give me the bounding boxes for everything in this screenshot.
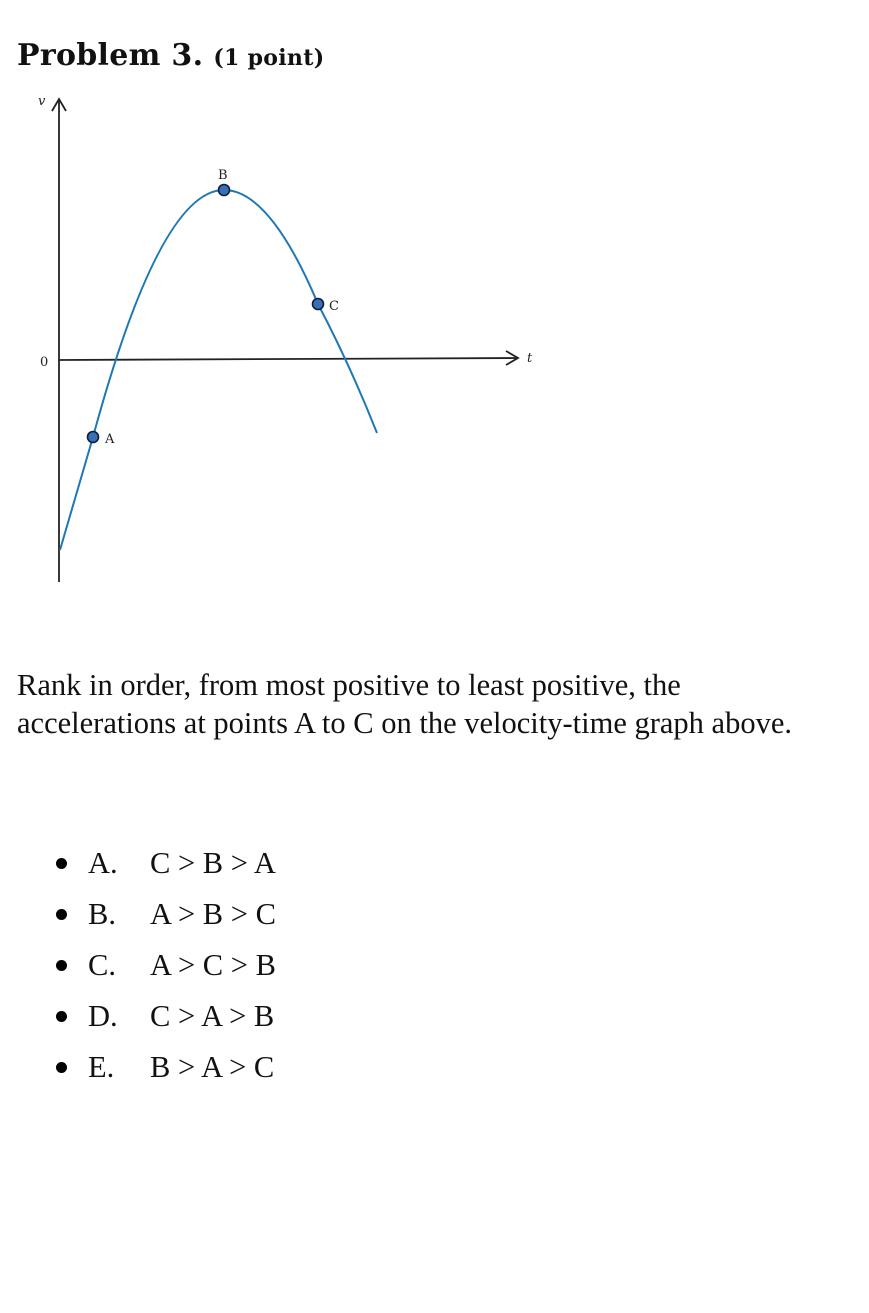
choice-ranking: C > A > B [150,999,275,1033]
problem-points: (1 point) [213,45,325,71]
choice-ranking: A > C > B [150,948,276,982]
bullet-icon [56,909,67,920]
y-axis-label: v [38,94,46,109]
point-c-label: C [329,299,339,314]
bullet-icon [56,1011,67,1022]
choice-letter: C. [88,948,116,982]
velocity-curve [60,190,377,550]
point-a-marker [88,432,99,443]
origin-label: 0 [40,355,49,370]
bullet-icon [56,960,67,971]
point-c-marker [313,299,324,310]
x-axis [59,358,518,360]
choice-letter: B. [88,897,116,931]
choice-letter: D. [88,999,118,1033]
bullet-icon [56,1062,67,1073]
velocity-time-graph [0,85,560,595]
choice-letter: E. [88,1050,115,1084]
choice-letter: A. [88,846,118,880]
point-b-label: B [218,168,228,183]
point-b-marker [219,185,230,196]
bullet-icon [56,858,67,869]
choice-ranking: A > B > C [150,897,276,931]
choice-ranking: C > B > A [150,846,276,880]
point-a-label: A [105,432,115,447]
problem-title [17,38,324,73]
problem-number: Problem 3. [17,38,204,73]
choice-ranking: B > A > C [150,1050,275,1084]
x-axis-label: t [527,351,533,366]
question-text: Rank in order, from most positive to least positive, the accelerations at points A to C on the velocity-time graph above. [17,668,792,740]
